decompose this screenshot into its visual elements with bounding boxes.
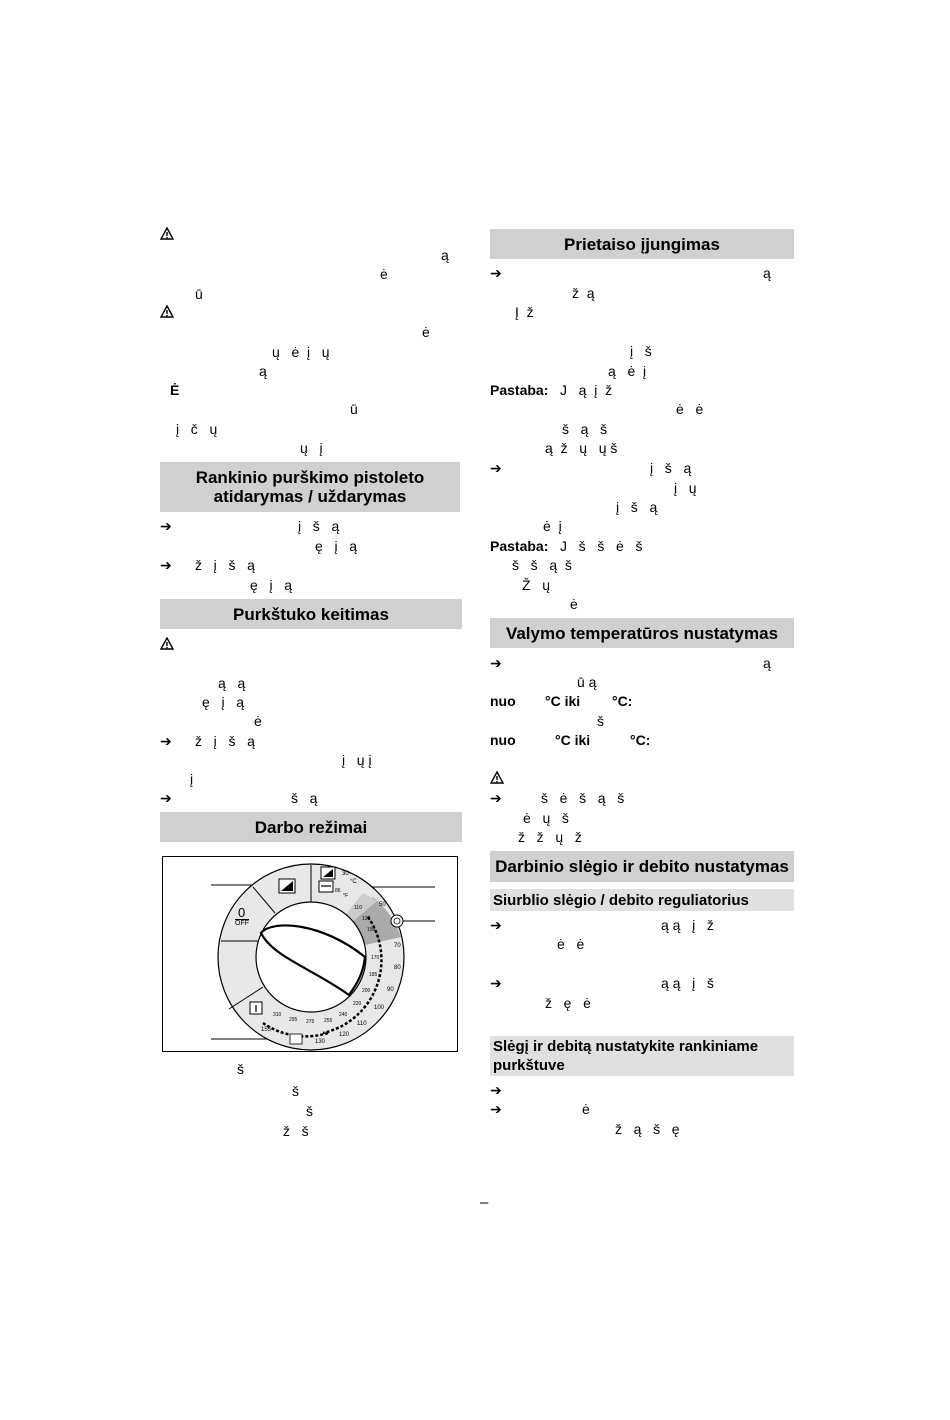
page-footer-dash: – (480, 1194, 489, 1211)
section-title-line: Rankinio purškimo pistoleto (195, 468, 425, 487)
scale-label: 110 (357, 1021, 367, 1027)
body-text: š (597, 713, 604, 729)
body-text: š (237, 1061, 244, 1077)
body-text: ą (763, 655, 771, 671)
scale-label: 110 (354, 905, 362, 911)
body-text: į š ą (650, 460, 692, 476)
arrow-right-icon: ➔ (160, 790, 172, 806)
range-prefix: nuo (490, 732, 516, 748)
body-text: į (190, 771, 194, 787)
body-text: ą ą į ž (661, 917, 714, 933)
scale-label: 130 (315, 1039, 326, 1045)
scale-label: 130 (362, 916, 371, 922)
scale-label: 70 (394, 943, 401, 949)
section-title-pressure-flow: Darbinio slėgio ir debito nustatymas (490, 851, 794, 882)
body-text: š (292, 1083, 299, 1099)
arrow-right-icon: ➔ (160, 557, 172, 573)
off-label: 0 (238, 905, 246, 920)
body-text: š ą š (562, 421, 608, 437)
warning-icon (160, 637, 174, 650)
range-prefix: nuo (490, 693, 516, 709)
scale-label: 80 (394, 965, 401, 971)
body-text: ž į š ą (195, 557, 255, 573)
scale-label: 30 (342, 871, 349, 877)
body-text: į ų į (342, 752, 372, 768)
intro-text: ū (195, 286, 203, 302)
body-text: į š ą (298, 518, 340, 534)
body-text: ė (582, 1101, 590, 1117)
body-text: ą (763, 265, 771, 281)
intro-text: ė (380, 266, 388, 282)
range-mid: °C iki (555, 732, 591, 748)
body-text: ę į ą (202, 694, 245, 710)
note-label: Pastaba: (490, 538, 549, 554)
section-title-operating-modes: Darbo režimai (160, 812, 462, 842)
scale-label: 120 (339, 1032, 350, 1038)
scale-label: 170 (371, 955, 380, 961)
range-mid: °C iki (545, 693, 581, 709)
scale-label: 255 (324, 1018, 333, 1024)
arrow-right-icon: ➔ (490, 975, 502, 991)
scale-label: 50 (379, 902, 386, 908)
mode-dial-figure (162, 856, 458, 1052)
arrow-right-icon: ➔ (490, 1082, 502, 1098)
body-text: ę į ą (315, 538, 358, 554)
body-text: ž ą (572, 285, 595, 301)
off-sub-label: $\overline{OFF}$ (235, 920, 249, 927)
subsection-title-line: purkštuve (493, 1057, 565, 1074)
arrow-right-icon: ➔ (490, 790, 502, 806)
section-title-nozzle-change: Purkštuko keitimas (160, 599, 462, 629)
intro-text: į č ų (176, 421, 218, 437)
range-end: °C: (630, 732, 651, 748)
unit-label: °F (343, 893, 349, 899)
scale-label: 240 (339, 1012, 348, 1018)
section-title-temperature: Valymo temperatūros nustatymas (490, 618, 794, 648)
scale-label: 200 (362, 988, 371, 994)
unit-label: °C (350, 879, 357, 885)
body-text: ą ą (218, 675, 246, 691)
section-title-device-start: Prietaiso įjungimas (490, 229, 794, 259)
body-text: ž ę ė (545, 995, 591, 1011)
intro-text: ų į (300, 440, 323, 456)
body-text: š ą (291, 790, 318, 806)
body-text: J ą į ž (560, 382, 613, 398)
body-text: į š (630, 343, 652, 359)
section-title-gun-open-close (160, 462, 460, 512)
scale-label: 90 (387, 987, 394, 993)
body-text: ė (570, 596, 578, 612)
body-text: ė ė (557, 936, 585, 952)
body-text: į š ą (616, 499, 658, 515)
body-text: Į ž (515, 304, 534, 320)
body-text: ė ė (676, 401, 704, 417)
body-text: J š š ė š (560, 538, 643, 554)
warning-icon (160, 227, 174, 240)
note-label: Pastaba: (490, 382, 549, 398)
body-text: ę į ą (250, 577, 293, 593)
warning-icon (160, 305, 174, 318)
body-text: į ų (674, 480, 697, 496)
range-end: °C: (612, 693, 633, 709)
intro-text: ū (350, 401, 358, 417)
body-text: ė (254, 713, 262, 729)
body-text: Ž ų (522, 577, 551, 593)
body-text: ą ė į (608, 363, 647, 379)
scale-label: 155 (261, 1027, 272, 1033)
subsection-title-pump-regulator: Siurblio slėgio / debito reguliatorius (490, 889, 794, 911)
arrow-right-icon: ➔ (490, 460, 502, 476)
scale-label: 295 (289, 1017, 298, 1023)
body-text: ž š (283, 1123, 309, 1139)
scale-label: 86 (335, 888, 341, 894)
intro-text: ų ė į ų (272, 344, 330, 360)
body-text: š š ą š (512, 557, 572, 573)
intro-text: ą (441, 247, 449, 263)
scale-label: 185 (369, 972, 378, 978)
body-text: ą ą į š (661, 975, 714, 991)
body-text: š ė š ą š (541, 790, 625, 806)
arrow-right-icon: ➔ (160, 518, 172, 534)
intro-text: ą (259, 363, 267, 379)
arrow-right-icon: ➔ (490, 1101, 502, 1117)
section-title-line: atidarymas / uždarymas (213, 487, 407, 506)
scale-label: 150 (367, 927, 376, 933)
body-text: š (306, 1103, 313, 1119)
body-text: ž į š ą (195, 733, 255, 749)
intro-text: Ė (170, 382, 180, 398)
subsection-title-hand-gun-setting (490, 1036, 794, 1076)
arrow-right-icon: ➔ (160, 733, 172, 749)
body-text: ė ų š (523, 810, 569, 826)
scale-label: 310 (273, 1012, 282, 1018)
scale-label: 275 (306, 1019, 315, 1025)
body-text: ž ž ų ž (518, 829, 582, 845)
body-text: ą ž ų ų š (545, 440, 618, 456)
intro-text: ė (422, 324, 430, 340)
scale-label: 220 (353, 1001, 362, 1007)
scale-label: 100 (374, 1005, 385, 1011)
arrow-right-icon: ➔ (490, 265, 502, 281)
warning-icon (490, 771, 504, 784)
arrow-right-icon: ➔ (490, 917, 502, 933)
body-text: ū ą (577, 674, 597, 690)
subsection-title-line: Slėgį ir debitą nustatykite rankiniame (493, 1038, 759, 1055)
arrow-right-icon: ➔ (490, 655, 502, 671)
body-text: ž ą š ę (615, 1121, 680, 1137)
body-text: ė į (543, 518, 562, 534)
